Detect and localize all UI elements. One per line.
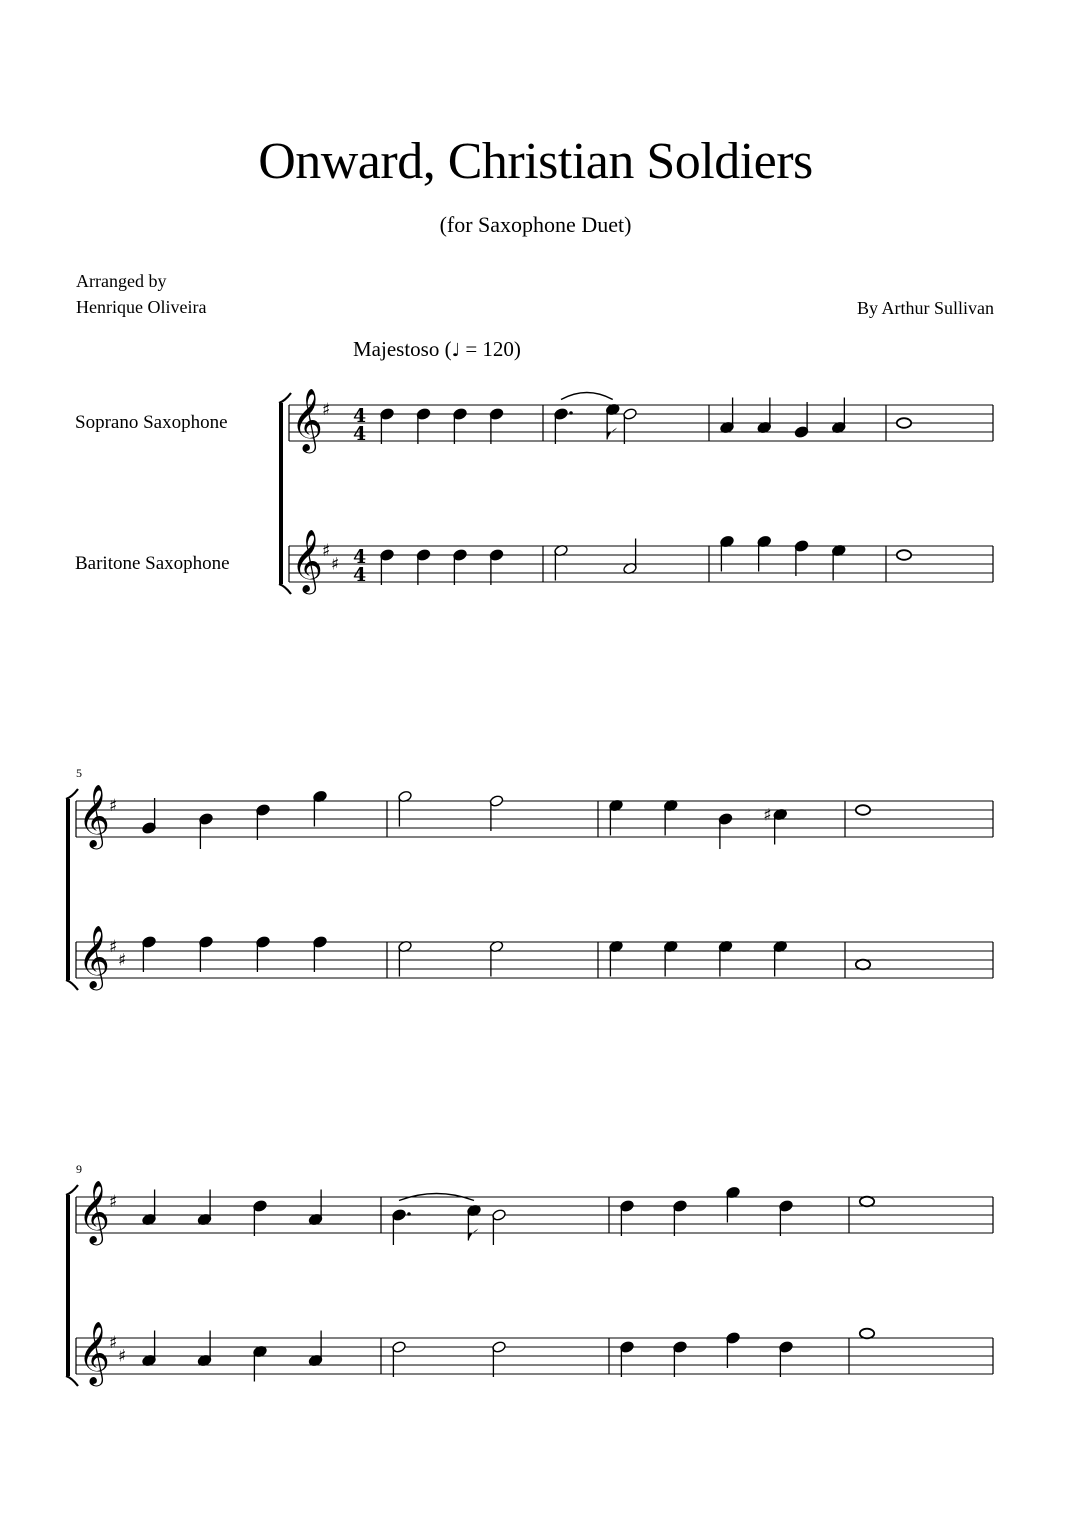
note xyxy=(773,940,788,976)
note-dot xyxy=(569,411,573,415)
sharp-icon: ♯ xyxy=(109,937,118,957)
bracket-top xyxy=(66,1185,78,1195)
note xyxy=(794,540,809,576)
note xyxy=(860,1197,874,1207)
instrument-label-baritone: Baritone Saxophone xyxy=(75,553,230,574)
bracket-bottom xyxy=(66,980,78,990)
note xyxy=(554,408,573,444)
note xyxy=(489,795,504,831)
note xyxy=(489,408,504,444)
sharp-icon: ♯ xyxy=(109,1192,118,1212)
note xyxy=(856,960,870,970)
note xyxy=(718,813,733,849)
tempo-text: Majestoso ( xyxy=(353,337,452,361)
notehead xyxy=(856,805,870,815)
note xyxy=(392,1209,411,1245)
page-subtitle: (for Saxophone Duet) xyxy=(439,212,632,237)
note xyxy=(794,402,809,438)
note xyxy=(726,1332,741,1368)
sharp-icon: ♯ xyxy=(118,950,127,971)
note xyxy=(554,544,569,580)
notehead xyxy=(856,960,870,970)
note xyxy=(831,544,846,580)
note xyxy=(313,790,328,826)
note xyxy=(663,940,678,976)
quarter-note-icon: ♩ xyxy=(451,340,461,361)
note xyxy=(253,1345,268,1381)
bracket-bottom xyxy=(66,1376,78,1386)
note xyxy=(416,408,431,444)
composer-credit: By Arthur Sullivan xyxy=(856,298,994,318)
notehead xyxy=(860,1329,874,1339)
note xyxy=(416,549,431,585)
note-flag xyxy=(468,1229,478,1241)
sharp-icon: ♯ xyxy=(322,541,331,561)
notehead xyxy=(897,550,911,560)
sharp-icon: ♯ xyxy=(109,1333,118,1353)
note xyxy=(392,1341,407,1377)
tempo-value: = 120) xyxy=(460,337,521,361)
arranger-label: Arranged by xyxy=(76,271,167,291)
note xyxy=(831,398,846,434)
note xyxy=(856,805,870,815)
note xyxy=(623,539,638,575)
note xyxy=(308,1190,323,1226)
note xyxy=(763,806,787,845)
note xyxy=(380,408,395,444)
note xyxy=(779,1200,794,1236)
measure-number: 5 xyxy=(76,766,82,780)
note xyxy=(492,1341,507,1377)
note xyxy=(609,940,624,976)
measure-number: 9 xyxy=(76,1162,82,1176)
note xyxy=(673,1341,688,1377)
sharp-icon: ♯ xyxy=(322,400,331,420)
bracket-bottom xyxy=(279,584,291,594)
sharp-icon: ♯ xyxy=(331,554,340,575)
time-signature-bottom: 4 xyxy=(353,423,367,445)
note xyxy=(380,549,395,585)
note-flag xyxy=(607,428,617,440)
note xyxy=(199,936,214,972)
note xyxy=(609,799,624,835)
note xyxy=(398,940,413,976)
note xyxy=(620,1200,635,1236)
note xyxy=(453,408,468,444)
note xyxy=(860,1329,874,1339)
arranger-name: Henrique Oliveira xyxy=(76,297,207,317)
slur xyxy=(561,393,613,400)
note xyxy=(489,940,504,976)
note xyxy=(197,1190,212,1226)
note xyxy=(253,1200,268,1236)
note xyxy=(489,549,504,585)
note xyxy=(398,790,413,826)
time-signature-bottom: 4 xyxy=(353,564,367,586)
notehead xyxy=(897,418,911,428)
note xyxy=(142,1190,157,1226)
note xyxy=(663,799,678,835)
note xyxy=(726,1186,741,1222)
instrument-label-soprano: Soprano Saxophone xyxy=(75,412,228,433)
sharp-icon: ♯ xyxy=(109,796,118,816)
note xyxy=(897,418,911,428)
note xyxy=(897,550,911,560)
note xyxy=(623,408,638,444)
note xyxy=(718,940,733,976)
page-title: Onward, Christian Soldiers xyxy=(258,133,813,190)
sharp-icon: ♯ xyxy=(763,805,772,826)
note xyxy=(757,535,772,571)
bracket-top xyxy=(66,789,78,799)
note xyxy=(256,936,271,972)
sharp-icon: ♯ xyxy=(118,1346,127,1367)
notehead xyxy=(860,1197,874,1207)
bracket-top xyxy=(279,393,291,403)
note xyxy=(492,1209,507,1245)
note xyxy=(673,1200,688,1236)
note xyxy=(199,813,214,849)
note-dot xyxy=(407,1212,411,1216)
note xyxy=(256,804,271,840)
note xyxy=(779,1341,794,1377)
note xyxy=(197,1331,212,1367)
note xyxy=(308,1331,323,1367)
note xyxy=(313,936,328,972)
note xyxy=(757,398,772,434)
treble-clef-icon: 𝄞 xyxy=(291,529,323,592)
note xyxy=(453,549,468,585)
note xyxy=(620,1341,635,1377)
note xyxy=(142,1331,157,1367)
treble-clef-icon: 𝄞 xyxy=(78,1321,110,1384)
treble-clef-icon: 𝄞 xyxy=(78,925,110,988)
note xyxy=(142,798,157,834)
time-signature-top: 4 xyxy=(353,405,367,427)
treble-clef-icon: 𝄞 xyxy=(78,1180,110,1243)
treble-clef-icon: 𝄞 xyxy=(291,388,323,451)
treble-clef-icon: 𝄞 xyxy=(78,784,110,847)
note xyxy=(720,535,735,571)
note xyxy=(720,398,735,434)
note xyxy=(467,1204,482,1240)
note xyxy=(605,403,620,439)
note xyxy=(142,936,157,972)
time-signature-top: 4 xyxy=(353,546,367,568)
